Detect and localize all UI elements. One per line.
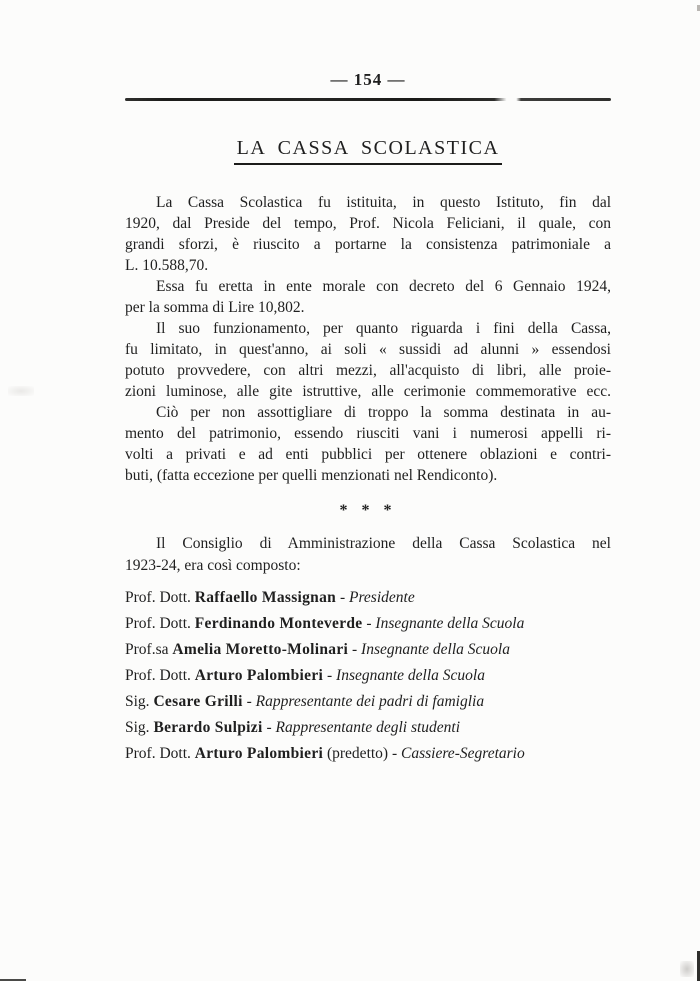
council-item [125,585,611,611]
page-title: LA CASSA SCOLASTICA [234,137,503,165]
body-line: L. 10.588,70. [125,257,209,274]
council-item [125,663,611,689]
body-line: La Cassa Scolastica fu istituita, in questo Istituto, fin dal [156,194,611,211]
council-item [125,611,611,637]
council-member-prefix: Sig. [125,719,154,736]
council-member-prefix: Prof. Dott. [125,615,195,632]
council-item [125,715,611,741]
council-member-prefix: Prof. Dott. [125,589,195,606]
body-paragraphs [125,192,611,486]
council-member-separator: - [336,589,349,606]
body-line: grandi sforzi, è riuscito a portarne la consistenza patrimoniale a [125,236,611,253]
council-member-name: Berardo Sulpizi [153,719,263,736]
council-intro [125,533,611,577]
council-member-role: Insegnante della Scuola [336,667,485,684]
council-member-role: Rappresentante dei padri di famiglia [255,693,485,710]
council-member-separator: - [362,615,376,632]
council-member-role: Insegnante della Scuola [375,615,525,632]
body-line: Il suo funzionamento, per quanto riguarda i fini della Cassa, [156,320,611,337]
council-member-prefix: Prof. Dott. [125,745,195,762]
council-member-separator: - [262,719,276,736]
body-line: Ciò per non assottigliare di troppo la somma destinata in au- [156,404,611,421]
body-line: 1923-24, era così composto: [125,557,301,574]
council-item [125,689,611,715]
council-member-prefix: Prof.sa [125,641,173,658]
council-member-name: Raffaello Massignan [194,589,337,606]
council-member-role: Presidente [349,589,415,606]
council-member-role: Rappresentante degli studenti [275,719,461,736]
body-line: 1920, dal Preside del tempo, Prof. Nicola Feliciani, il quale, con [125,215,611,232]
page-number: — 154 — [330,70,406,89]
council-member-name: Ferdinando Monteverde [194,615,363,632]
council-member-separator: - [323,667,337,684]
council-member-name: Arturo Palombieri [194,745,324,762]
page-column [125,0,611,767]
council-list [125,585,611,767]
body-line: potuto provvedere, con altri mezzi, all'acquisto di libri, alle proie- [125,362,611,379]
council-member-separator: - [348,641,362,658]
council-member-role: Insegnante della Scuola [361,641,510,658]
council-member-note: (predetto) [323,745,389,762]
council-member-separator: - [388,745,402,762]
council-member-name: Cesare Grilli [153,693,243,710]
body-line: buti, (fatta eccezione per quelli menzionati nel Rendiconto). [125,467,498,484]
body-line: zioni luminose, alle gite istruttive, alle cerimonie commemorative ecc. [125,383,611,400]
scan-artifact-right-smudge [680,961,694,977]
council-item [125,741,611,767]
council-member-prefix: Prof. Dott. [125,667,195,684]
body-line: per la somma di Lire 10,802. [125,299,305,316]
body-line: fu limitato, in quest'anno, ai soli « sussidi ad alunni » essendosi [125,341,611,358]
title-wrap [125,137,611,165]
council-item [125,637,611,663]
body-line: mento del patrimonio, essendo riusciti vani i numerosi appelli ri- [125,425,611,442]
scan-artifact-left-smudge [8,386,34,396]
header-rule [125,98,611,101]
body-line: Il Consiglio di Amministrazione della Cassa Scolastica nel [156,535,611,552]
council-member-role: Cassiere-Segretario [401,745,525,762]
council-member-name: Arturo Palombieri [194,667,324,684]
council-member-name: Amelia Moretto-Molinari [172,641,349,658]
body-line: Essa fu eretta in ente morale con decreto del 6 Gennaio 1924, [156,278,611,295]
asterisk-separator: * * * [339,502,397,519]
council-member-separator: - [242,693,256,710]
body-line: volti a privati e ad enti pubblici per ottenere oblazioni e contri- [125,446,611,463]
council-member-prefix: Sig. [125,693,154,710]
